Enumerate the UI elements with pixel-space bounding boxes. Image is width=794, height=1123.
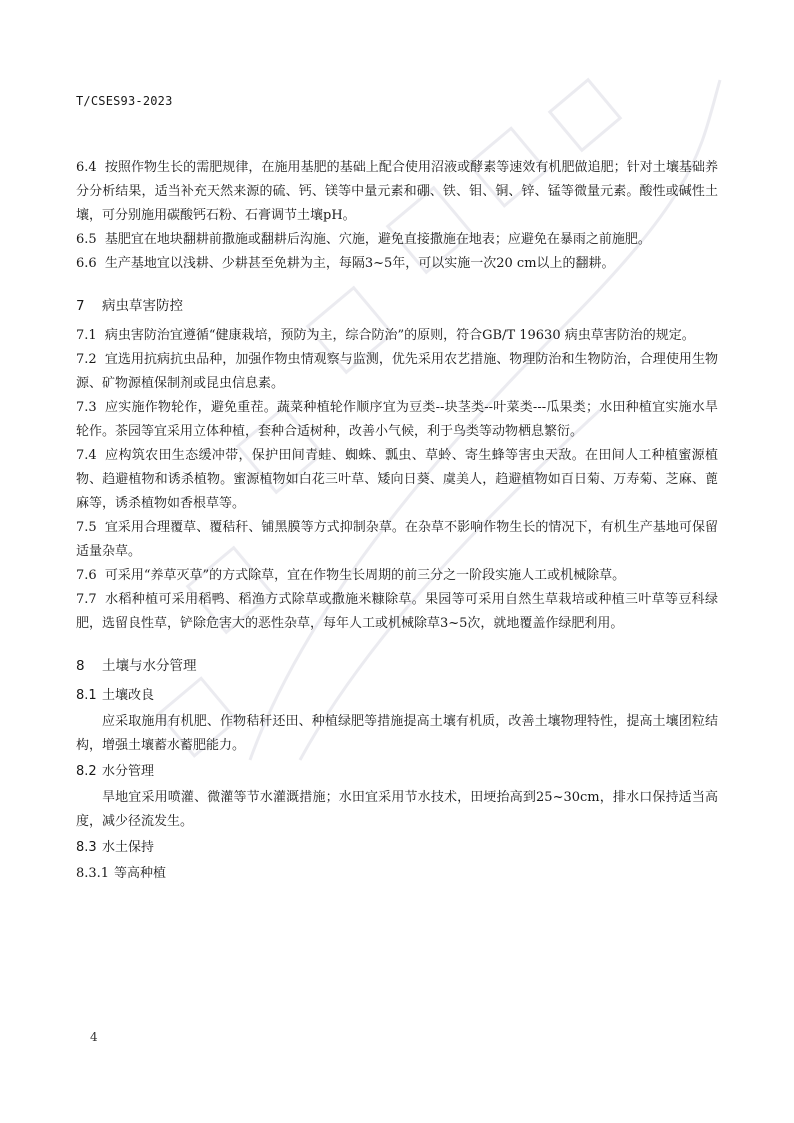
clause-number: 7.7 xyxy=(76,592,97,607)
document-body xyxy=(76,156,718,886)
clause-6-4 xyxy=(76,156,718,228)
clause-text: 水稻种植可采用稻鸭、稻渔方式除草或撒施米糠除草。果园等可采用自然生草栽培或种植三叶草等豆科绿肥，选留良性草，铲除危害大的恶性杂草，每年人工或机械除草3~5次，就地覆盖作绿肥利用。 xyxy=(76,592,718,631)
subsection-title: 等高种植 xyxy=(114,866,167,881)
subsection-title: 土壤改良 xyxy=(102,688,155,703)
section-number: 8 xyxy=(76,658,85,674)
clause-number: 7.5 xyxy=(76,520,97,535)
clause-number: 7.2 xyxy=(76,352,97,367)
clause-text: 可采用“养草灭草”的方式除草，宜在作物生长周期的前三分之一阶段实施人工或机械除草。 xyxy=(104,568,626,583)
subsection-8-1-heading xyxy=(76,684,718,708)
clause-6-5 xyxy=(76,228,718,252)
section-8-heading xyxy=(76,654,718,678)
clause-7-5 xyxy=(76,516,718,564)
clause-number: 7.1 xyxy=(76,328,97,343)
clause-7-4 xyxy=(76,444,718,516)
clause-number: 7.6 xyxy=(76,568,97,583)
clause-text: 宜选用抗病抗虫品种，加强作物虫情观察与监测，优先采用农艺措施、物理防治和生物防治，合理使用生物源、矿物源植保制剂或昆虫信息素。 xyxy=(76,352,718,391)
subsection-number: 8.3 xyxy=(76,840,97,855)
subsection-8-3-1-heading xyxy=(76,862,718,886)
subsection-8-2-heading xyxy=(76,760,718,784)
clause-text: 应实施作物轮作，避免重茬。蔬菜种植轮作顺序宜为豆类--块茎类--叶菜类---瓜果类；水田种植宜实施水旱轮作。茶园等宜采用立体种植，套种合适树种，改善小气候，利于鸟类等动物栖息繁衍。 xyxy=(76,400,718,439)
clause-6-6 xyxy=(76,252,718,276)
subsection-8-2-text: 旱地宜采用喷灌、微灌等节水灌溉措施；水田宜采用节水技术，田埂抬高到25~30cm，排水口保持适当高度，减少径流发生。 xyxy=(76,790,718,829)
section-title: 病虫草害防控 xyxy=(102,298,183,314)
clause-7-3 xyxy=(76,396,718,444)
clause-7-7 xyxy=(76,588,718,636)
clause-text: 生产基地宜以浅耕、少耕甚至免耕为主，每隔3~5年，可以实施一次20 cm以上的翻耕。 xyxy=(104,256,615,271)
clause-number: 6.5 xyxy=(76,232,97,247)
clause-number: 6.6 xyxy=(76,256,97,271)
subsection-8-1-text: 应采取施用有机肥、作物秸秆还田、种植绿肥等措施提高土壤有机质，改善土壤物理特性，提高土壤团粒结构，增强土壤蓄水蓄肥能力。 xyxy=(76,714,718,753)
clause-7-2 xyxy=(76,348,718,396)
clause-text: 基肥宜在地块翻耕前撒施或翻耕后沟施、穴施，避免直接撒施在地表；应避免在暴雨之前施肥。 xyxy=(104,232,651,247)
clause-text: 按照作物生长的需肥规律，在施用基肥的基础上配合使用沼液或酵素等速效有机肥做追肥；针对土壤基础养分分析结果，适当补充天然来源的硫、钙、镁等中量元素和硼、铁、钼、铜、锌、锰等微量元素。酸性或碱性土壤，可分别施用碳酸钙石粉、石膏调节土壤pH。 xyxy=(76,160,718,223)
page-number: 4 xyxy=(90,1030,98,1044)
clause-7-1 xyxy=(76,324,718,348)
subsection-title: 水分管理 xyxy=(102,764,155,779)
subsection-number: 8.3.1 xyxy=(76,866,110,881)
section-number: 7 xyxy=(76,298,85,314)
clause-text: 应构筑农田生态缓冲带，保护田间青蛙、蜘蛛、瓢虫、草蛉、寄生蜂等害虫天敌。在田间人工种植蜜源植物、趋避植物和诱杀植物。蜜源植物如白花三叶草、矮向日葵、虞美人，趋避植物如百日菊、万寿菊、芝麻、蓖麻等，诱杀植物如香根草等。 xyxy=(76,448,718,511)
clause-number: 6.4 xyxy=(76,160,97,175)
clause-7-6 xyxy=(76,564,718,588)
subsection-8-3-heading xyxy=(76,836,718,860)
clause-text: 宜采用合理覆草、覆秸秆、铺黑膜等方式抑制杂草。在杂草不影响作物生长的情况下，有机生产基地可保留适量杂草。 xyxy=(76,520,718,559)
clause-number: 7.4 xyxy=(76,448,97,463)
subsection-number: 8.2 xyxy=(76,764,97,779)
section-title: 土壤与水分管理 xyxy=(102,658,197,674)
subsection-title: 水土保持 xyxy=(102,840,155,855)
section-7-heading xyxy=(76,294,718,318)
clause-text: 病虫害防治宜遵循“健康栽培，预防为主，综合防治”的原则，符合GB/T 19630 病虫草害防治的规定。 xyxy=(104,328,695,343)
clause-number: 7.3 xyxy=(76,400,97,415)
document-code: T/CSES93-2023 xyxy=(76,94,173,108)
subsection-number: 8.1 xyxy=(76,688,97,703)
